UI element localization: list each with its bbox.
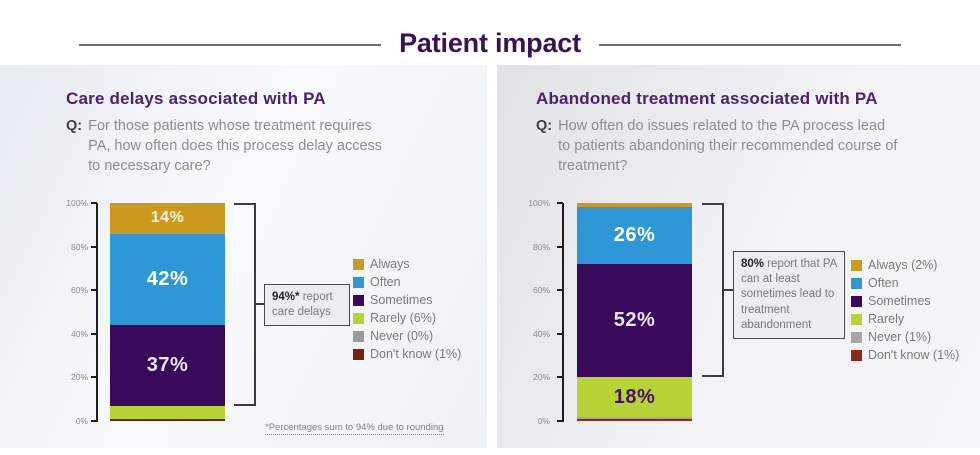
question-abandoned-treatment bbox=[536, 117, 898, 177]
legend-label: Often bbox=[370, 275, 401, 289]
question-text: For those patients whose treatment requires PA, how often does this process delay access to necessary care? bbox=[88, 118, 383, 174]
legend-color-chip bbox=[353, 313, 364, 324]
bar-segment-don-t-know-1- bbox=[110, 419, 225, 421]
y-tick-mark bbox=[91, 246, 97, 248]
legend-label: Never (1%) bbox=[868, 330, 932, 344]
y-tick-label: 20% bbox=[70, 372, 88, 383]
bar-segment-rarely-6- bbox=[110, 406, 225, 419]
legend-item bbox=[851, 310, 959, 328]
bar-segment-value: 14% bbox=[150, 209, 185, 227]
y-tick-mark bbox=[557, 420, 563, 422]
legend-item bbox=[851, 274, 959, 292]
title-rule-left bbox=[79, 44, 381, 46]
y-tick-label: 20% bbox=[532, 372, 550, 383]
legend-item bbox=[353, 327, 461, 345]
legend-label: Rarely bbox=[868, 312, 905, 326]
legend-label: Always bbox=[370, 257, 410, 271]
bracket-connector bbox=[256, 303, 264, 305]
y-tick-mark bbox=[557, 376, 563, 378]
title-rule-right bbox=[599, 44, 901, 46]
bar-segment-value: 26% bbox=[613, 224, 656, 247]
y-axis-labels bbox=[518, 195, 552, 453]
y-tick-label: 40% bbox=[532, 328, 550, 339]
bar-segment-sometimes bbox=[577, 264, 692, 377]
bar-segment-value: 52% bbox=[613, 309, 656, 332]
legend-label: Don't know (1%) bbox=[868, 348, 960, 362]
question-text: How often do issues related to the PA process lead to patients abandoning their recommended course of treatment? bbox=[558, 118, 898, 174]
legend-color-chip bbox=[353, 277, 364, 288]
legend-item bbox=[851, 346, 959, 364]
legend-color-chip bbox=[851, 278, 862, 289]
callout-text: report that PA can at least sometimes lead to treatment abandonment bbox=[741, 258, 837, 331]
y-tick-label: 80% bbox=[70, 241, 88, 252]
footnote: *Percentages sum to 94% due to rounding bbox=[265, 422, 444, 433]
bar-segment-often bbox=[577, 207, 692, 264]
y-axis-labels bbox=[56, 195, 90, 453]
callout-abandoned-treatment bbox=[733, 251, 845, 339]
bar-segment-value: 18% bbox=[613, 385, 656, 408]
legend-item bbox=[851, 256, 959, 274]
y-tick-mark bbox=[91, 376, 97, 378]
legend-item bbox=[353, 273, 461, 291]
legend-color-chip bbox=[851, 296, 862, 307]
legend-color-chip bbox=[353, 259, 364, 270]
legend-item bbox=[353, 345, 461, 363]
legend-label: Always (2%) bbox=[868, 258, 938, 272]
bar-segment-don-t-know-1- bbox=[577, 419, 692, 421]
question-label: Q: bbox=[66, 118, 83, 134]
page-title: Patient impact bbox=[399, 27, 581, 58]
legend-color-chip bbox=[851, 260, 862, 271]
legend-color-chip bbox=[353, 295, 364, 306]
y-axis-line bbox=[562, 203, 564, 422]
legend-label: Rarely (6%) bbox=[370, 311, 436, 325]
callout-text: report care delays bbox=[272, 291, 333, 319]
bar-segment-sometimes bbox=[110, 325, 225, 406]
y-tick-label: 0% bbox=[75, 416, 88, 426]
bracket-connector bbox=[724, 289, 733, 291]
bar-segment-value: 37% bbox=[146, 353, 189, 376]
bar-segment-rarely bbox=[577, 377, 692, 416]
y-tick-label: 60% bbox=[70, 285, 88, 296]
y-tick-mark bbox=[557, 333, 563, 335]
legend-item bbox=[851, 328, 959, 346]
question-care-delays bbox=[66, 117, 398, 177]
legend-color-chip bbox=[353, 349, 364, 360]
legend bbox=[851, 256, 959, 364]
y-tick-mark bbox=[91, 202, 97, 204]
y-tick-mark bbox=[91, 333, 97, 335]
y-tick-label: 60% bbox=[532, 285, 550, 296]
y-tick-label: 40% bbox=[70, 328, 88, 339]
y-tick-mark bbox=[557, 289, 563, 291]
bracket bbox=[702, 203, 724, 377]
stacked-bar bbox=[110, 203, 225, 421]
y-tick-label: 0% bbox=[537, 416, 550, 426]
legend bbox=[353, 255, 461, 363]
y-axis-line bbox=[96, 203, 98, 422]
legend-label: Sometimes bbox=[868, 294, 931, 308]
legend-label: Don't know (1%) bbox=[370, 347, 462, 361]
bar-segment-always bbox=[110, 203, 225, 234]
legend-item bbox=[851, 292, 959, 310]
legend-label: Often bbox=[868, 276, 899, 290]
y-tick-mark bbox=[557, 202, 563, 204]
y-tick-mark bbox=[91, 420, 97, 422]
y-tick-label: 100% bbox=[66, 198, 88, 208]
y-tick-label: 80% bbox=[532, 241, 550, 252]
legend-label: Sometimes bbox=[370, 293, 433, 307]
legend-item bbox=[353, 291, 461, 309]
bar-segment-often bbox=[110, 234, 225, 326]
legend-label: Never (0%) bbox=[370, 329, 434, 343]
callout-stat: 94%* bbox=[272, 291, 300, 303]
question-label: Q: bbox=[536, 118, 553, 134]
legend-color-chip bbox=[851, 314, 862, 325]
panel-title-abandoned-treatment: Abandoned treatment associated with PA bbox=[536, 89, 878, 108]
bar-segment-value: 42% bbox=[146, 267, 189, 290]
callout-care-delays bbox=[264, 284, 350, 326]
legend-color-chip bbox=[353, 331, 364, 342]
panel-title-care-delays: Care delays associated with PA bbox=[66, 89, 326, 108]
y-tick-label: 100% bbox=[528, 198, 550, 208]
bracket bbox=[234, 203, 256, 406]
legend-color-chip bbox=[851, 332, 862, 343]
stacked-bar-chart-abandoned-treatment bbox=[518, 195, 980, 453]
callout-stat: 80% bbox=[741, 258, 765, 270]
legend-item bbox=[353, 255, 461, 273]
y-tick-mark bbox=[91, 289, 97, 291]
y-tick-mark bbox=[557, 246, 563, 248]
stacked-bar bbox=[577, 203, 692, 421]
legend-color-chip bbox=[851, 350, 862, 361]
stacked-bar-chart-care-delays bbox=[56, 195, 486, 453]
legend-item bbox=[353, 309, 461, 327]
